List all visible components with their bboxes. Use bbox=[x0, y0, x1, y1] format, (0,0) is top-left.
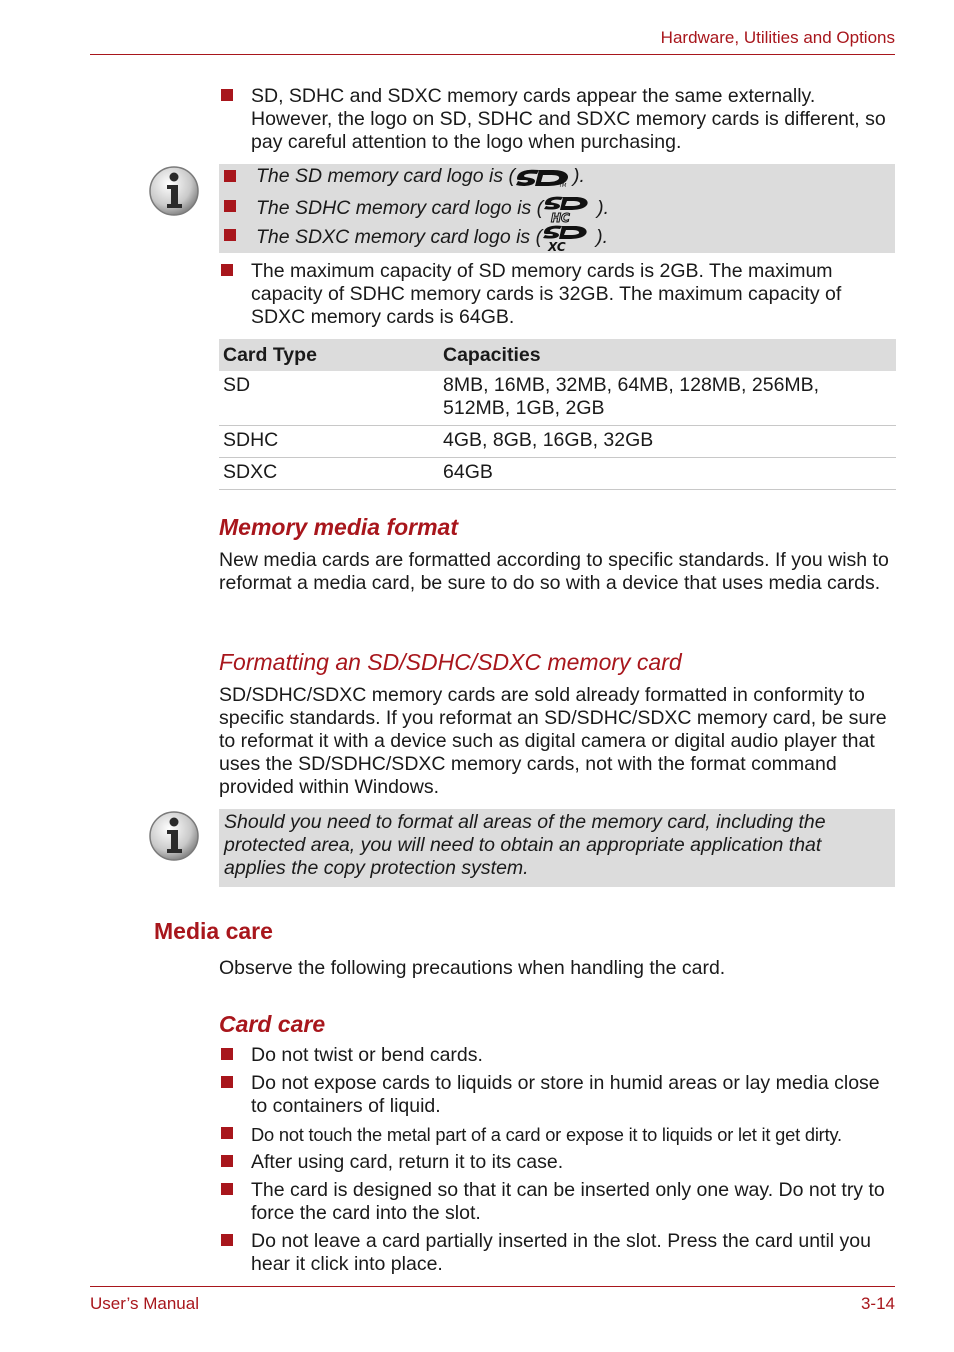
list-item bbox=[219, 223, 895, 253]
list-item bbox=[219, 164, 895, 194]
footer-manual-title: User’s Manual bbox=[90, 1294, 199, 1313]
format-note-text: Should you need to format all areas of the memory card, including the protected area, you will need to obtain an appropriate application that applies the copy protection system. bbox=[224, 811, 826, 879]
list-item: The maximum capacity of SD memory cards is 2GB. The maximum capacity of SDHC memory cards is 32GB. The maximum capacity of SDXC memory cards is 64GB. bbox=[219, 260, 895, 329]
memory-media-format-heading: Memory media format bbox=[219, 514, 459, 540]
table-cell: 64GB bbox=[439, 458, 896, 490]
logo-note-box bbox=[219, 164, 895, 253]
memory-media-format-body: New media cards are formatted according to specific standards. If you wish to reformat a media card, be sure to do so with a device that uses media cards. bbox=[219, 549, 889, 594]
column-header: Card Type bbox=[219, 339, 439, 371]
capacity-bullet-list bbox=[219, 260, 895, 329]
table-row bbox=[219, 426, 896, 458]
media-care-heading: Media care bbox=[154, 918, 273, 944]
logo-line-end: ). bbox=[597, 196, 610, 219]
format-note-box bbox=[219, 809, 895, 887]
column-header: Capacities bbox=[439, 339, 896, 371]
table-cell: 4GB, 8GB, 16GB, 32GB bbox=[439, 426, 896, 458]
list-item bbox=[219, 194, 895, 224]
logo-line-text: The SDXC memory card logo is ( bbox=[256, 226, 543, 249]
table-row bbox=[219, 458, 896, 490]
table-cell: SDHC bbox=[219, 426, 439, 458]
table-cell: SDXC bbox=[219, 458, 439, 490]
header-rule bbox=[90, 54, 895, 55]
logo-line-text: The SD memory card logo is ( bbox=[256, 165, 515, 187]
svg-text:XC: XC bbox=[548, 240, 566, 253]
info-icon bbox=[148, 810, 200, 862]
table-row bbox=[219, 371, 896, 426]
list-item: After using card, return it to its case. bbox=[219, 1151, 895, 1174]
table-header-row bbox=[219, 339, 896, 371]
formatting-body: SD/SDHC/SDXC memory cards are sold already formatted in conformity to specific standards. If you reformat an SD/SDHC/SDXC memory card, be sure to reformat it with a device such as digital camera or digital audio player that uses the SD/SDHC/SDXC memory cards, not with the format command provided within Windows. bbox=[219, 684, 887, 798]
table-cell: SD bbox=[219, 371, 439, 426]
list-item: Do not touch the metal part of a card or expose it to liquids or let it get dirty. bbox=[219, 1123, 895, 1146]
logo-line-end: ). bbox=[596, 226, 609, 249]
sdhc-logo bbox=[543, 194, 597, 224]
list-item: Do not expose cards to liquids or store in humid areas or lay media close to containers of liquid. bbox=[219, 1072, 895, 1118]
formatting-heading: Formatting an SD/SDHC/SDXC memory card bbox=[219, 649, 682, 675]
card-care-heading: Card care bbox=[219, 1011, 326, 1037]
svg-text:TM: TM bbox=[559, 182, 567, 188]
running-header: Hardware, Utilities and Options bbox=[660, 28, 895, 47]
intro-bullet-list bbox=[219, 85, 895, 154]
sd-logo bbox=[515, 166, 573, 188]
info-icon bbox=[148, 165, 200, 217]
footer-rule bbox=[90, 1286, 895, 1287]
list-item: SD, SDHC and SDXC memory cards appear the same externally. However, the logo on SD, SDHC and SDXC memory cards is different, so pay careful attention to the logo when purchasing. bbox=[219, 85, 895, 154]
page-number: 3-14 bbox=[860, 1294, 895, 1313]
card-care-list bbox=[219, 1044, 895, 1276]
list-item: The card is designed so that it can be inserted only one way. Do not try to force the card into the slot. bbox=[219, 1179, 895, 1225]
table-cell: 8MB, 16MB, 32MB, 64MB, 128MB, 256MB, 512MB, 1GB, 2GB bbox=[439, 371, 896, 426]
logo-line-end: ). bbox=[573, 165, 585, 187]
list-item: Do not leave a card partially inserted in the slot. Press the card until you hear it click into place. bbox=[219, 1230, 895, 1276]
media-care-body: Observe the following precautions when handling the card. bbox=[219, 957, 726, 979]
capacity-table bbox=[219, 339, 896, 490]
list-item: Do not twist or bend cards. bbox=[219, 1044, 895, 1067]
sdxc-logo bbox=[542, 223, 596, 253]
svg-text:HC: HC bbox=[551, 210, 571, 224]
logo-line-text: The SDHC memory card logo is ( bbox=[256, 196, 544, 219]
